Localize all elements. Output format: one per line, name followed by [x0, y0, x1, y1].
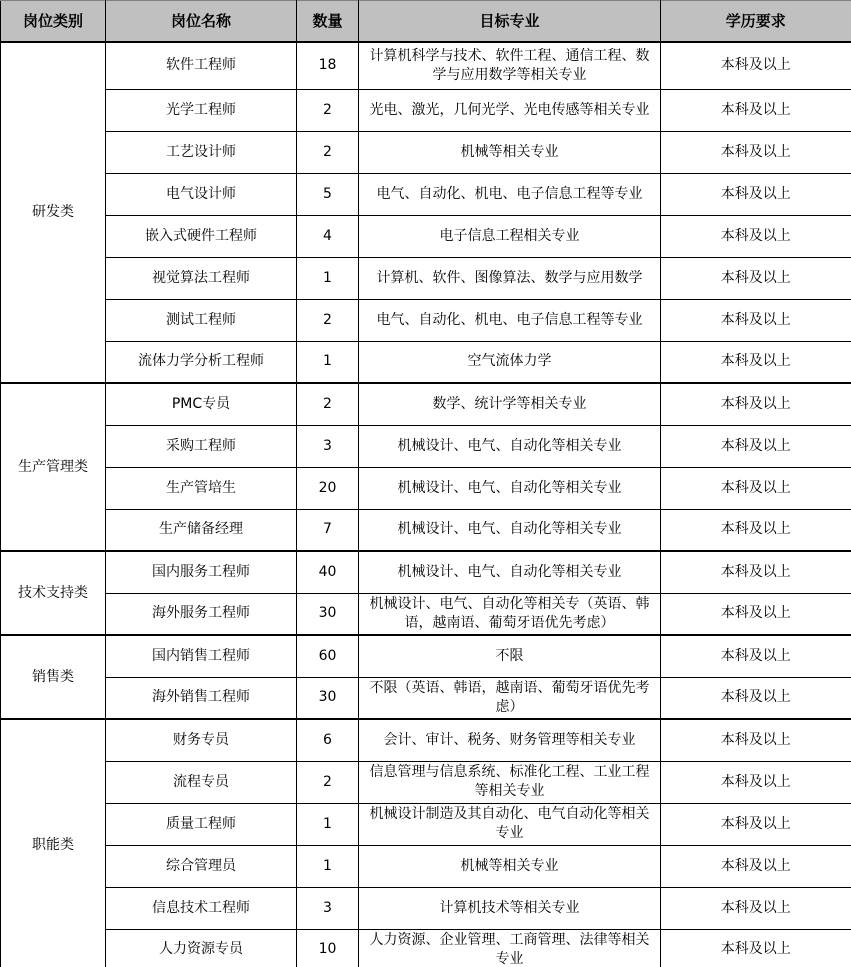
target-major-cell: 会计、审计、税务、财务管理等相关专业: [359, 719, 661, 761]
count-cell: 1: [297, 257, 359, 299]
target-major-cell: 人力资源、企业管理、工商管理、法律等相关专业: [359, 929, 661, 967]
education-cell: 本科及以上: [661, 173, 851, 215]
education-cell: 本科及以上: [661, 845, 851, 887]
education-cell: 本科及以上: [661, 215, 851, 257]
count-cell: 2: [297, 383, 359, 425]
table-row: [1, 929, 851, 967]
table-row: [1, 131, 851, 173]
count-cell: 3: [297, 425, 359, 467]
education-cell: 本科及以上: [661, 593, 851, 635]
count-cell: 1: [297, 803, 359, 845]
count-cell: 1: [297, 341, 359, 383]
position-name-cell: 采购工程师: [106, 425, 297, 467]
count-cell: 40: [297, 551, 359, 593]
table-row: [1, 42, 851, 89]
target-major-cell: 计算机科学与技术、软件工程、通信工程、数学与应用数学等相关专业: [359, 42, 661, 89]
target-major-cell: 计算机、软件、图像算法、数学与应用数学: [359, 257, 661, 299]
position-name-cell: 质量工程师: [106, 803, 297, 845]
education-cell: 本科及以上: [661, 131, 851, 173]
target-major-cell: 机械设计制造及其自动化、电气自动化等相关专业: [359, 803, 661, 845]
education-cell: 本科及以上: [661, 761, 851, 803]
education-cell: 本科及以上: [661, 509, 851, 551]
category-cell-tech-support: 技术支持类: [1, 551, 106, 635]
target-major-cell: 机械设计、电气、自动化等相关专业: [359, 509, 661, 551]
category-cell-rnd: 研发类: [1, 42, 106, 383]
table-row: [1, 215, 851, 257]
target-major-cell: 机械设计、电气、自动化等相关专业: [359, 551, 661, 593]
target-major-cell: 信息管理与信息系统、标准化工程、工业工程等相关专业: [359, 761, 661, 803]
education-cell: 本科及以上: [661, 425, 851, 467]
target-major-cell: 机械等相关专业: [359, 131, 661, 173]
table-row: [1, 761, 851, 803]
table-row: [1, 551, 851, 593]
education-cell: 本科及以上: [661, 635, 851, 677]
table-row: [1, 593, 851, 635]
count-cell: 30: [297, 593, 359, 635]
education-cell: 本科及以上: [661, 929, 851, 967]
position-name-cell: 海外服务工程师: [106, 593, 297, 635]
table-row: [1, 635, 851, 677]
header-count: 数量: [297, 1, 359, 43]
target-major-cell: 空气流体力学: [359, 341, 661, 383]
table-row: [1, 887, 851, 929]
education-cell: 本科及以上: [661, 719, 851, 761]
count-cell: 2: [297, 299, 359, 341]
position-name-cell: 综合管理员: [106, 845, 297, 887]
header-row: [1, 1, 851, 43]
target-major-cell: 光电、激光，几何光学、光电传感等相关专业: [359, 89, 661, 131]
position-name-cell: 电气设计师: [106, 173, 297, 215]
position-name-cell: 信息技术工程师: [106, 887, 297, 929]
position-name-cell: 流程专员: [106, 761, 297, 803]
target-major-cell: 不限（英语、韩语，越南语、葡萄牙语优先考虑）: [359, 677, 661, 719]
position-name-cell: 光学工程师: [106, 89, 297, 131]
count-cell: 20: [297, 467, 359, 509]
table-row: [1, 719, 851, 761]
target-major-cell: 机械等相关专业: [359, 845, 661, 887]
education-cell: 本科及以上: [661, 257, 851, 299]
education-cell: 本科及以上: [661, 887, 851, 929]
position-name-cell: 人力资源专员: [106, 929, 297, 967]
table-row: [1, 341, 851, 383]
count-cell: 60: [297, 635, 359, 677]
count-cell: 1: [297, 845, 359, 887]
count-cell: 2: [297, 89, 359, 131]
table-row: [1, 677, 851, 719]
target-major-cell: 机械设计、电气、自动化等相关专业: [359, 467, 661, 509]
table-row: [1, 383, 851, 425]
count-cell: 18: [297, 42, 359, 89]
position-name-cell: 生产管培生: [106, 467, 297, 509]
count-cell: 6: [297, 719, 359, 761]
count-cell: 5: [297, 173, 359, 215]
position-name-cell: 生产储备经理: [106, 509, 297, 551]
position-name-cell: 工艺设计师: [106, 131, 297, 173]
category-cell-sales: 销售类: [1, 635, 106, 719]
target-major-cell: 电气、自动化、机电、电子信息工程等专业: [359, 299, 661, 341]
target-major-cell: 机械设计、电气、自动化等相关专业: [359, 425, 661, 467]
count-cell: 7: [297, 509, 359, 551]
count-cell: 2: [297, 131, 359, 173]
target-major-cell: 电子信息工程相关专业: [359, 215, 661, 257]
table-row: [1, 803, 851, 845]
position-name-cell: 流体力学分析工程师: [106, 341, 297, 383]
count-cell: 30: [297, 677, 359, 719]
education-cell: 本科及以上: [661, 677, 851, 719]
count-cell: 4: [297, 215, 359, 257]
table-row: [1, 173, 851, 215]
education-cell: 本科及以上: [661, 383, 851, 425]
education-cell: 本科及以上: [661, 89, 851, 131]
table-row: [1, 467, 851, 509]
education-cell: 本科及以上: [661, 299, 851, 341]
table-row: [1, 509, 851, 551]
count-cell: 10: [297, 929, 359, 967]
header-category: 岗位类别: [1, 1, 106, 43]
table-row: [1, 89, 851, 131]
education-cell: 本科及以上: [661, 467, 851, 509]
target-major-cell: 机械设计、电气、自动化等相关专（英语、韩语，越南语、葡萄牙语优先考虑）: [359, 593, 661, 635]
position-name-cell: 测试工程师: [106, 299, 297, 341]
table-row: [1, 299, 851, 341]
category-cell-functional: 职能类: [1, 719, 106, 967]
education-cell: 本科及以上: [661, 341, 851, 383]
education-cell: 本科及以上: [661, 803, 851, 845]
target-major-cell: 电气、自动化、机电、电子信息工程等专业: [359, 173, 661, 215]
education-cell: 本科及以上: [661, 551, 851, 593]
position-name-cell: 财务专员: [106, 719, 297, 761]
target-major-cell: 数学、统计学等相关专业: [359, 383, 661, 425]
category-cell-production: 生产管理类: [1, 383, 106, 551]
table-row: [1, 845, 851, 887]
position-name-cell: 国内销售工程师: [106, 635, 297, 677]
position-name-cell: 海外销售工程师: [106, 677, 297, 719]
position-name-cell: 嵌入式硬件工程师: [106, 215, 297, 257]
education-cell: 本科及以上: [661, 42, 851, 89]
header-position-name: 岗位名称: [106, 1, 297, 43]
target-major-cell: 不限: [359, 635, 661, 677]
header-education: 学历要求: [661, 1, 851, 43]
table-row: [1, 425, 851, 467]
position-name-cell: 视觉算法工程师: [106, 257, 297, 299]
header-target-major: 目标专业: [359, 1, 661, 43]
table-row: [1, 257, 851, 299]
position-name-cell: 国内服务工程师: [106, 551, 297, 593]
count-cell: 3: [297, 887, 359, 929]
position-name-cell: PMC专员: [106, 383, 297, 425]
position-name-cell: 软件工程师: [106, 42, 297, 89]
target-major-cell: 计算机技术等相关专业: [359, 887, 661, 929]
count-cell: 2: [297, 761, 359, 803]
